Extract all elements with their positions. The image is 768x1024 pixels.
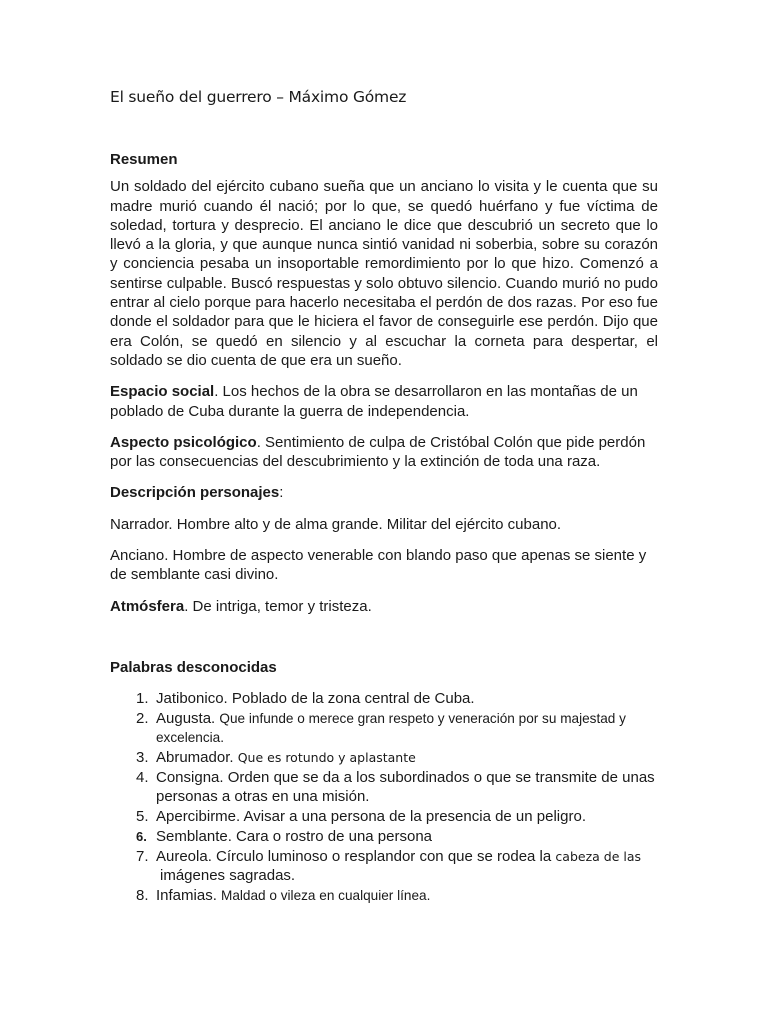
definition: Maldad o vileza en cualquier línea.	[221, 887, 431, 903]
definition: Que infunde o merece gran respeto y veneración por su majestad y excelencia.	[156, 711, 626, 746]
list-item	[110, 768, 658, 807]
term: Augusta.	[156, 710, 220, 728]
narrador-paragraph: Narrador. Hombre alto y de alma grande. Militar del ejército cubano.	[110, 515, 562, 533]
atmosfera-label: Atmósfera	[110, 597, 185, 615]
definition-continuation: imágenes sagradas.	[160, 866, 296, 884]
list-number: 2.	[136, 710, 149, 728]
list-item-text: Jatibonico. Poblado de la zona central de Cuba.	[156, 690, 475, 708]
section-spacer	[110, 628, 658, 658]
document-title: El sueño del guerrero – Máximo Gómez	[110, 88, 407, 106]
atmosfera-paragraph	[110, 597, 658, 616]
term: Infamias.	[156, 886, 222, 904]
definition-part: cabeza de las	[555, 848, 642, 864]
list-item-text	[156, 709, 658, 748]
list-item	[110, 748, 658, 767]
aspecto-psicologico-paragraph	[110, 433, 658, 472]
list-number: 6.	[136, 828, 147, 844]
list-item-text	[156, 748, 658, 767]
term: Aureola. Círculo luminoso o resplandor con que se rodea la	[156, 847, 556, 865]
resumen-paragraph: Un soldado del ejército cubano sueña que un anciano lo visita y le cuenta que su madre murió cuando él nació; por lo que, se quedó huérfano y fue víctima de soledad, tortura y desprecio. El anciano le dice que descubrió un secreto que lo llevó a la gloria, y que aunque nunca sintió vanidad ni soberbia, sobre su corazón y conciencia pesaba un insoportable remordimiento por lo que hizo. Comenzó a sentirse culpable. Buscó respuestas y solo obtuvo silencio. Cuando murió no pudo entrar al cielo porque para hacerlo necesitaba el perdón de dos razas. Por eso fue donde el soldador para que le hiciera el favor de conseguirle ese perdón. Dijo que era Colón, se quedó en silencio y al escuchar la corneta para despertar, el soldado se dio cuenta de que era un sueño.	[110, 178, 658, 369]
list-number: 3.	[136, 749, 149, 767]
aspecto-psicologico-text: . Sentimiento de culpa de Cristóbal Colón que pide perdón por las consecuencias del descubrimiento y la extinción de toda una raza.	[110, 433, 646, 471]
list-number: 1.	[136, 690, 149, 708]
aspecto-psicologico-label: Aspecto psicológico	[110, 433, 257, 451]
list-item	[110, 827, 658, 846]
palabras-heading: Palabras desconocidas	[110, 658, 277, 676]
resumen-heading: Resumen	[110, 151, 178, 168]
list-item-text	[156, 847, 658, 886]
descripcion-personajes-colon: :	[279, 484, 284, 502]
list-item	[110, 709, 658, 748]
atmosfera-text: . De intriga, temor y tristeza.	[184, 597, 372, 615]
document-body	[110, 150, 658, 906]
descripcion-personajes-paragraph	[110, 483, 658, 502]
definition: Que es rotundo y aplastante	[237, 750, 416, 766]
list-item-text: Semblante. Cara o rostro de una persona	[156, 827, 432, 845]
list-number: 5.	[136, 808, 149, 826]
espacio-social-paragraph	[110, 382, 658, 421]
list-item-text	[156, 886, 658, 905]
list-number: 4.	[136, 768, 149, 786]
anciano-paragraph: Anciano. Hombre de aspecto venerable con blando paso que apenas se siente y de semblante casi divino.	[110, 547, 647, 584]
term: Abrumador.	[156, 749, 238, 767]
espacio-social-label: Espacio social	[110, 383, 215, 401]
espacio-social-text: . Los hechos de la obra se desarrollaron en las montañas de un poblado de Cuba durante la guerra de independencia.	[110, 383, 638, 420]
descripcion-personajes-label: Descripción personajes	[110, 484, 280, 502]
list-item	[110, 886, 658, 905]
list-item-text: Consigna. Orden que se da a los subordinados o que se transmite de unas personas a otras en una misión.	[156, 768, 655, 806]
list-item-text: Apercibirme. Avisar a una persona de la presencia de un peligro.	[156, 808, 586, 826]
list-number: 8.	[136, 886, 149, 904]
vocabulary-list	[110, 689, 658, 905]
list-item	[110, 807, 658, 826]
list-item	[110, 689, 658, 708]
list-item	[110, 847, 658, 886]
list-number: 7.	[136, 847, 149, 865]
